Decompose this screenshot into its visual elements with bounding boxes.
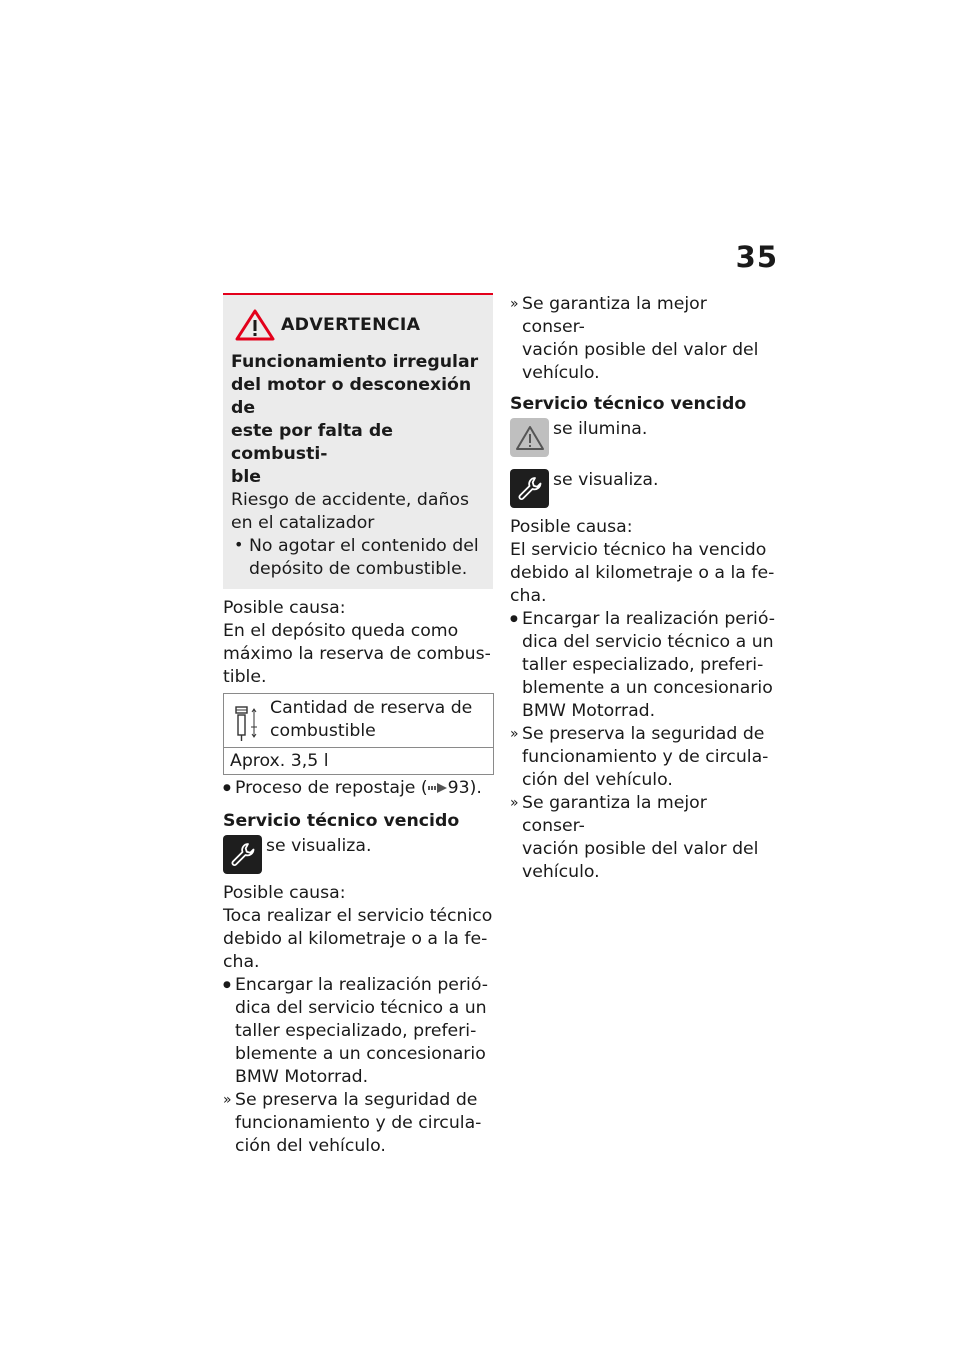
service-bullet	[510, 608, 775, 723]
bullet-line: ● Encargar la realización perió-	[235, 975, 488, 995]
warning-risk-line: Riesgo de accidente, daños	[231, 490, 470, 510]
warning-subtitle-line: del motor o desconexión de	[231, 375, 472, 418]
page-arrow-icon	[428, 782, 448, 794]
warning-title: ADVERTENCIA	[281, 315, 421, 335]
refuel-reference	[223, 777, 493, 800]
service-wrench-tile	[510, 469, 549, 508]
result-line: » Se garantiza la mejor conser-	[522, 793, 707, 836]
bullet-line: dica del servicio técnico a un	[235, 998, 487, 1018]
warning-triangle-icon	[235, 309, 275, 341]
result-line: » Se preserva la seguridad de	[522, 724, 765, 744]
warning-light-tile	[510, 418, 549, 457]
service-cause-label: Posible causa:	[510, 517, 633, 537]
wrench-icon	[516, 475, 544, 503]
service-result	[510, 723, 775, 792]
cause-line: tible.	[223, 667, 267, 687]
warning-risk-line: en el catalizador	[231, 513, 375, 533]
bullet-line: ● Encargar la realización perió-	[522, 609, 775, 629]
right-column	[510, 293, 775, 884]
bullet-line: taller especializado, preferi-	[235, 1021, 477, 1041]
result-line: funcionamiento y de circula-	[522, 747, 769, 767]
result-line: vación posible del valor del	[522, 839, 759, 859]
warn-icon-text: se ilumina.	[553, 419, 648, 439]
service-cause-line: debido al kilometraje o a la fe-	[223, 929, 488, 949]
bullet-line: BMW Motorrad.	[235, 1067, 369, 1087]
result-line: ción del vehículo.	[235, 1136, 386, 1156]
cause-line: máximo la reserva de combus-	[223, 644, 491, 664]
result-line: » Se preserva la seguridad de	[235, 1090, 478, 1110]
service-result	[510, 792, 775, 884]
cause-label: Posible causa:	[223, 598, 346, 618]
warning-box	[223, 293, 493, 589]
cause-line: En el depósito queda como	[223, 621, 459, 641]
service-wrench-tile	[223, 835, 262, 874]
wrench-icon	[229, 841, 257, 869]
general-warning-icon	[515, 424, 545, 452]
reserve-spec-table	[223, 693, 494, 775]
wrench-icon-text: se visualiza.	[553, 470, 659, 490]
result-line: » Se garantiza la mejor conser-	[522, 294, 707, 337]
result-line: vehículo.	[522, 862, 600, 882]
service-cause-line: El servicio técnico ha vencido	[510, 540, 767, 560]
spec-label-line: Cantidad de reserva de	[270, 698, 473, 718]
bullet-line: blemente a un concesionario	[522, 678, 773, 698]
result-line: ción del vehículo.	[522, 770, 673, 790]
top-result	[510, 293, 775, 385]
result-line: vación posible del valor del	[522, 340, 759, 360]
warning-bullet	[231, 535, 485, 581]
bullet-line: blemente a un concesionario	[235, 1044, 486, 1064]
service-cause-line: cha.	[510, 586, 547, 606]
refuel-close: ).	[469, 778, 482, 798]
bullet-line: depósito de combustible.	[249, 559, 468, 579]
bullet-line: taller especializado, preferi-	[522, 655, 764, 675]
result-line: funcionamiento y de circula-	[235, 1113, 482, 1133]
service-icon-text: se visualiza.	[266, 836, 372, 856]
service-result	[223, 1089, 493, 1158]
service-cause-label: Posible causa:	[223, 883, 346, 903]
refuel-page[interactable]: 93	[447, 778, 470, 798]
service-cause-line: cha.	[223, 952, 260, 972]
left-column	[223, 293, 493, 1158]
service-heading: Servicio técnico vencido	[510, 394, 747, 414]
fuel-reserve-icon	[232, 703, 262, 743]
warning-subtitle-line: ble	[231, 467, 262, 487]
bullet-line: BMW Motorrad.	[522, 701, 656, 721]
bullet-line: dica del servicio técnico a un	[522, 632, 774, 652]
spec-label-line: combustible	[270, 721, 376, 741]
service-heading: Servicio técnico vencido	[223, 811, 460, 831]
service-cause-line: debido al kilometraje o a la fe-	[510, 563, 775, 583]
service-bullet	[223, 974, 493, 1089]
warning-subtitle-line: Funcionamiento irregular	[231, 352, 479, 372]
warning-subtitle-line: este por falta de combusti-	[231, 421, 393, 464]
refuel-text: Proceso de repostaje (	[235, 778, 428, 798]
service-cause-line: Toca realizar el servicio técnico	[223, 906, 493, 926]
bullet-line: • No agotar el contenido del	[249, 536, 479, 556]
result-line: vehículo.	[522, 363, 600, 383]
page-number: 35	[735, 240, 778, 274]
spec-value: Aprox. 3,5 l	[230, 751, 329, 771]
